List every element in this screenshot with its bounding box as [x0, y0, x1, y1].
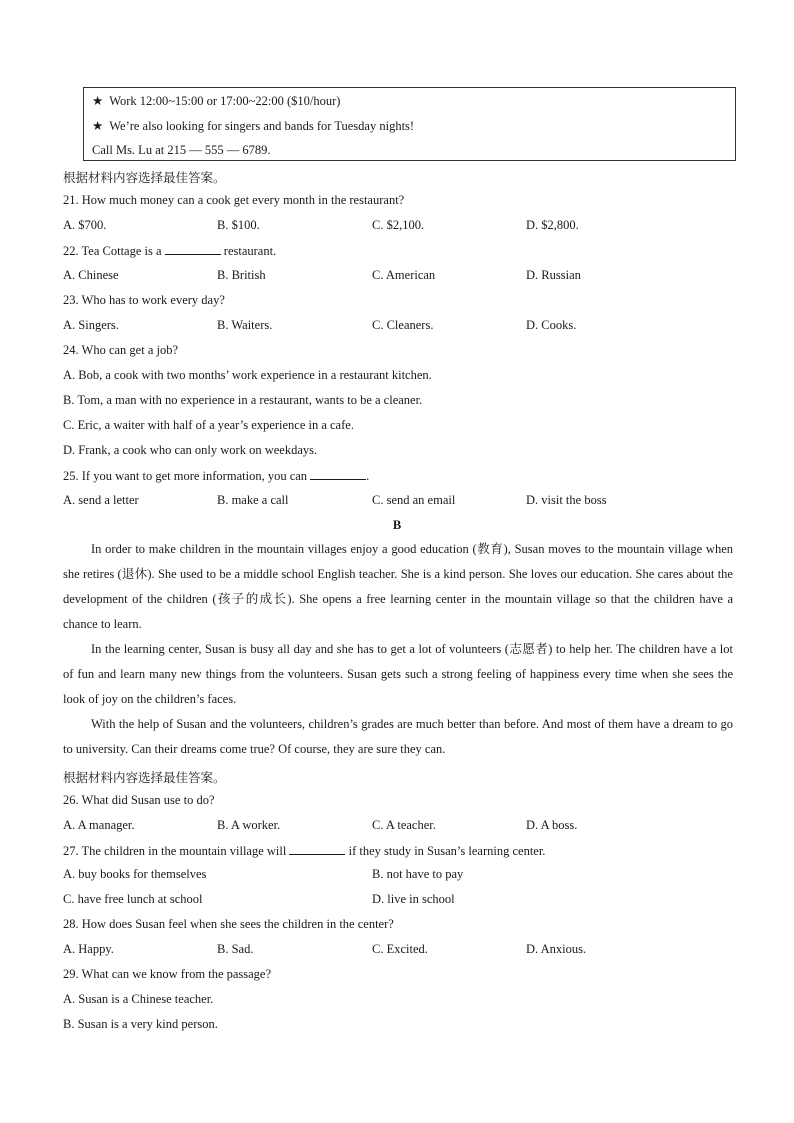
q22-option-a: A. Chinese	[63, 268, 119, 282]
q21-option-d: D. $2,800.	[526, 218, 579, 232]
passage-paragraph-1: In order to make children in the mountain villages enjoy a good education (教育), Susan moves to the mountain village when she retires (退休). She used to be a middle school English teacher. She is a kind person. She loves our education. She cares about the development of the children (孩子的成长). She opens a free learning center in the mountain village so that the children have a chance to learn.	[63, 542, 733, 631]
question-21: 21. How much money can a cook get every month in the restaurant?	[63, 193, 405, 207]
ad-line-contact: Call Ms. Lu at 215 — 555 — 6789.	[92, 143, 271, 157]
answer-blank	[289, 843, 345, 855]
q28-option-b: B. Sad.	[217, 942, 254, 956]
q24-option-a: A. Bob, a cook with two months’ work experience in a restaurant kitchen.	[63, 368, 432, 382]
answer-blank	[165, 243, 221, 255]
q27-option-a: A. buy books for themselves	[63, 867, 207, 881]
q24-option-c: C. Eric, a waiter with half of a year’s experience in a cafe.	[63, 418, 354, 432]
q26-option-b: B. A worker.	[217, 818, 281, 832]
q23-option-b: B. Waiters.	[217, 318, 273, 332]
answer-blank	[310, 468, 366, 480]
q25-option-c: C. send an email	[372, 493, 456, 507]
q22-option-b: B. British	[217, 268, 266, 282]
question-23: 23. Who has to work every day?	[63, 293, 225, 307]
q26-option-c: C. A teacher.	[372, 818, 436, 832]
star-icon: ★	[92, 94, 104, 108]
instruction-b: 根据材料内容选择最佳答案。	[63, 771, 226, 785]
q22-option-d: D. Russian	[526, 268, 581, 282]
q21-option-b: B. $100.	[217, 218, 260, 232]
q24-option-d: D. Frank, a cook who can only work on weekdays.	[63, 443, 318, 457]
q27-option-b: B. not have to pay	[372, 867, 464, 881]
question-26: 26. What did Susan use to do?	[63, 793, 215, 807]
q25-option-a: A. send a letter	[63, 493, 139, 507]
question-29: 29. What can we know from the passage?	[63, 967, 272, 981]
q26-option-d: D. A boss.	[526, 818, 578, 832]
section-b-title: B	[392, 518, 402, 532]
q28-option-c: C. Excited.	[372, 942, 428, 956]
ad-box	[83, 87, 736, 161]
passage-paragraph-2: In the learning center, Susan is busy all day and she has to get a lot of volunteers (志愿者) to help her. The children have a lot of fun and learn many new things from the volunteers. Susan gets such a strong feeling of happiness every time when she sees the look of joy on the children’s faces.	[63, 642, 733, 706]
question-25: 25. If you want to get more information, you can .	[63, 469, 370, 483]
q25-option-b: B. make a call	[217, 493, 289, 507]
q29-option-a: A. Susan is a Chinese teacher.	[63, 992, 214, 1006]
q28-option-d: D. Anxious.	[526, 942, 587, 956]
question-27: 27. The children in the mountain village will if they study in Susan’s learning center.	[63, 844, 546, 858]
star-icon: ★	[92, 119, 104, 133]
q28-option-a: A. Happy.	[63, 942, 114, 956]
q25-option-d: D. visit the boss	[526, 493, 607, 507]
instruction-a: 根据材料内容选择最佳答案。	[63, 171, 226, 185]
question-24: 24. Who can get a job?	[63, 343, 179, 357]
question-28: 28. How does Susan feel when she sees the children in the center?	[63, 917, 394, 931]
ad-line-singers: ★ We’re also looking for singers and bands for Tuesday nights!	[92, 119, 415, 133]
passage-b	[63, 537, 733, 762]
q24-option-b: B. Tom, a man with no experience in a restaurant, wants to be a cleaner.	[63, 393, 423, 407]
q23-option-a: A. Singers.	[63, 318, 119, 332]
q26-option-a: A. A manager.	[63, 818, 135, 832]
q27-option-c: C. have free lunch at school	[63, 892, 203, 906]
q21-option-c: C. $2,100.	[372, 218, 425, 232]
q21-option-a: A. $700.	[63, 218, 107, 232]
passage-paragraph-3: With the help of Susan and the volunteers, children’s grades are much better than before. And most of them have a dream to go to university. Can their dreams come true? Of course, they are sure they can.	[63, 717, 733, 756]
q27-option-d: D. live in school	[372, 892, 455, 906]
q29-option-b: B. Susan is a very kind person.	[63, 1017, 218, 1031]
q23-option-c: C. Cleaners.	[372, 318, 434, 332]
q22-option-c: C. American	[372, 268, 436, 282]
question-22: 22. Tea Cottage is a restaurant.	[63, 244, 277, 258]
q23-option-d: D. Cooks.	[526, 318, 577, 332]
ad-line-hours: ★ Work 12:00~15:00 or 17:00~22:00 ($10/hour)	[92, 94, 341, 108]
